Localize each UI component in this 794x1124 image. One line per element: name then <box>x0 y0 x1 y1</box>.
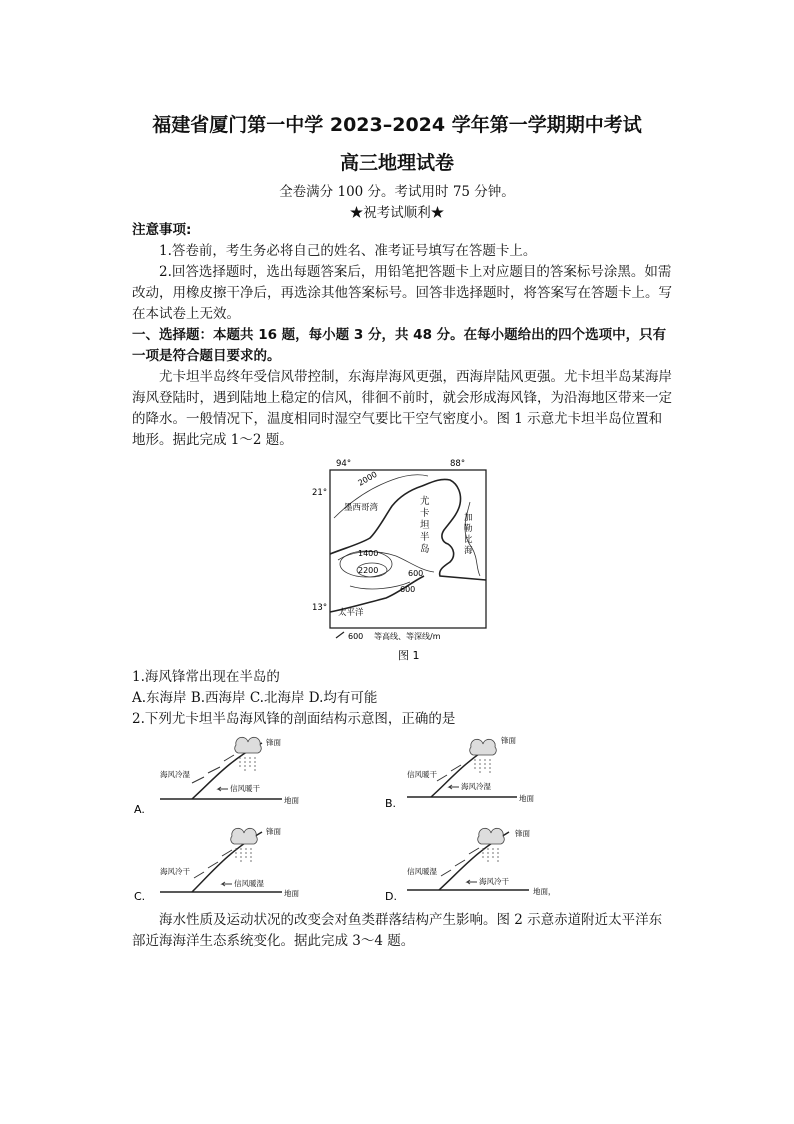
diagram-c-front: 锋面 <box>266 827 281 836</box>
contour-600-label-b: 600 <box>400 585 416 594</box>
figure1-map <box>300 452 500 662</box>
diagram-b <box>383 735 573 815</box>
exam-blessing: ★祝考试顺利★ <box>349 205 445 221</box>
arrow-left-icon <box>467 880 477 884</box>
diagram-d-lower: 海风冷干 <box>479 877 509 886</box>
diagram-b-upper: 信风暖干 <box>407 770 437 779</box>
diagram-a-front: 锋面 <box>266 738 281 747</box>
q2-stem: 2.下列尤卡坦半岛海风锋的剖面结构示意图，正确的是 <box>132 711 456 727</box>
peninsula-label: 尤卡坦半岛 <box>420 496 430 555</box>
ocean-label: 太平洋 <box>338 608 364 618</box>
diagram-d <box>383 822 583 902</box>
diagram-b-letter: B. <box>385 797 397 810</box>
lon-left-label: 94° <box>336 459 352 469</box>
notice-heading: 注意事项: <box>132 222 192 238</box>
gulf-label: 墨西哥湾 <box>344 503 379 513</box>
exam-info: 全卷满分 100 分。考试用时 75 分钟。 <box>279 184 515 200</box>
diagram-a-ground: 地面 <box>284 796 299 805</box>
arrow-up-icon <box>441 848 479 876</box>
cloud-icon <box>470 739 497 755</box>
diagram-d-upper: 信风暖湿 <box>407 867 437 876</box>
map-frame <box>330 470 486 628</box>
lat-bottom-label: 13° <box>312 603 328 613</box>
questions-block <box>132 667 672 730</box>
exam-title: 福建省厦门第一中学 2023–2024 学年第一学期期中考试 <box>152 114 642 136</box>
diagram-b-front: 锋面 <box>501 736 516 745</box>
cloud-icon <box>231 828 258 844</box>
passage-2-block <box>132 910 672 952</box>
diagram-c-lower: 信风暖湿 <box>234 879 264 888</box>
rain-icon <box>483 848 498 862</box>
notice-item-1: 1.答卷前，考生务必将自己的姓名、准考证号填写在答题卡上。 <box>159 243 537 259</box>
diagram-c-upper: 海风冷干 <box>160 867 190 876</box>
lat-top-label: 21° <box>312 488 328 498</box>
diagram-a <box>132 735 322 815</box>
diagram-c <box>132 822 322 902</box>
arrow-left-icon <box>222 882 232 886</box>
q1-stem: 1.海风锋常出现在半岛的 <box>132 669 280 685</box>
exam-subtitle: 高三地理试卷 <box>339 152 454 174</box>
q1-options: A.东海岸 B.西海岸 C.北海岸 D.均有可能 <box>132 690 378 706</box>
figure1-caption: 图 1 <box>398 649 420 662</box>
notice-block <box>132 220 672 451</box>
passage-1: 尤卡坦半岛终年受信风带控制，东海岸海风更强，西海岸陆风更强。尤卡坦半岛某海岸海风登陆时，遇到陆地上稳定的信风，徘徊不前时，就会形成海风锋，为沿海地区带来一定的降水。一般情况下，温度相同时湿空气要比干空气密度小。图 1 示意尤卡坦半岛位置和地形。据此完成 1～2 题。 <box>132 369 672 448</box>
sea-label: 加勒比海 <box>464 513 473 556</box>
contour-2200-label: 2200 <box>358 566 379 575</box>
diagram-d-letter: D. <box>385 890 397 902</box>
lon-right-label: 88° <box>450 459 466 469</box>
cloud-icon <box>235 737 262 753</box>
diagram-c-ground: 地面 <box>284 889 299 898</box>
contour-1400-label: 1400 <box>358 549 379 558</box>
diagram-b-lower: 海风冷湿 <box>461 782 491 791</box>
legend-value: 600 <box>348 632 364 641</box>
diagram-d-front: 锋面 <box>515 829 530 838</box>
arrow-left-icon <box>449 785 459 789</box>
rain-icon <box>475 759 490 773</box>
rain-icon <box>240 757 255 771</box>
legend-line <box>336 632 344 638</box>
diagram-a-lower: 信风暖干 <box>230 784 260 793</box>
notice-item-2: 2.回答选择题时，选出每题答案后，用铅笔把答题卡上对应题目的答案标号涂黑。如需改动，用橡皮擦干净后，再选涂其他答案标号。回答非选择题时，将答案写在答题卡上。写在本试卷上无效。 <box>132 264 672 322</box>
diagram-d-ground: 地面， <box>533 887 556 896</box>
diagram-c-letter: C. <box>134 890 146 902</box>
cloud-icon <box>478 828 505 844</box>
diagram-a-upper: 海风冷湿 <box>160 770 190 779</box>
passage-2: 海水性质及运动状况的改变会对鱼类群落结构产生影响。图 2 示意赤道附近太平洋东部近海海洋生态系统变化。据此完成 3～4 题。 <box>132 912 663 949</box>
diagram-b-ground: 地面 <box>519 794 534 803</box>
rain-icon <box>236 848 251 862</box>
arrow-left-icon <box>218 787 228 791</box>
contour-600-label-a: 600 <box>408 569 424 578</box>
diagram-a-letter: A. <box>134 803 145 815</box>
contour-2000-label: 2000 <box>356 469 379 488</box>
arrow-up-icon <box>437 765 461 781</box>
arrow-up-icon <box>194 850 232 878</box>
legend-text: 等高线、等深线/m <box>374 632 441 641</box>
section1-heading: 一、选择题：本题共 16 题，每小题 3 分，共 48 分。在每小题给出的四个选项中，只有一项是符合题目要求的。 <box>132 327 667 364</box>
